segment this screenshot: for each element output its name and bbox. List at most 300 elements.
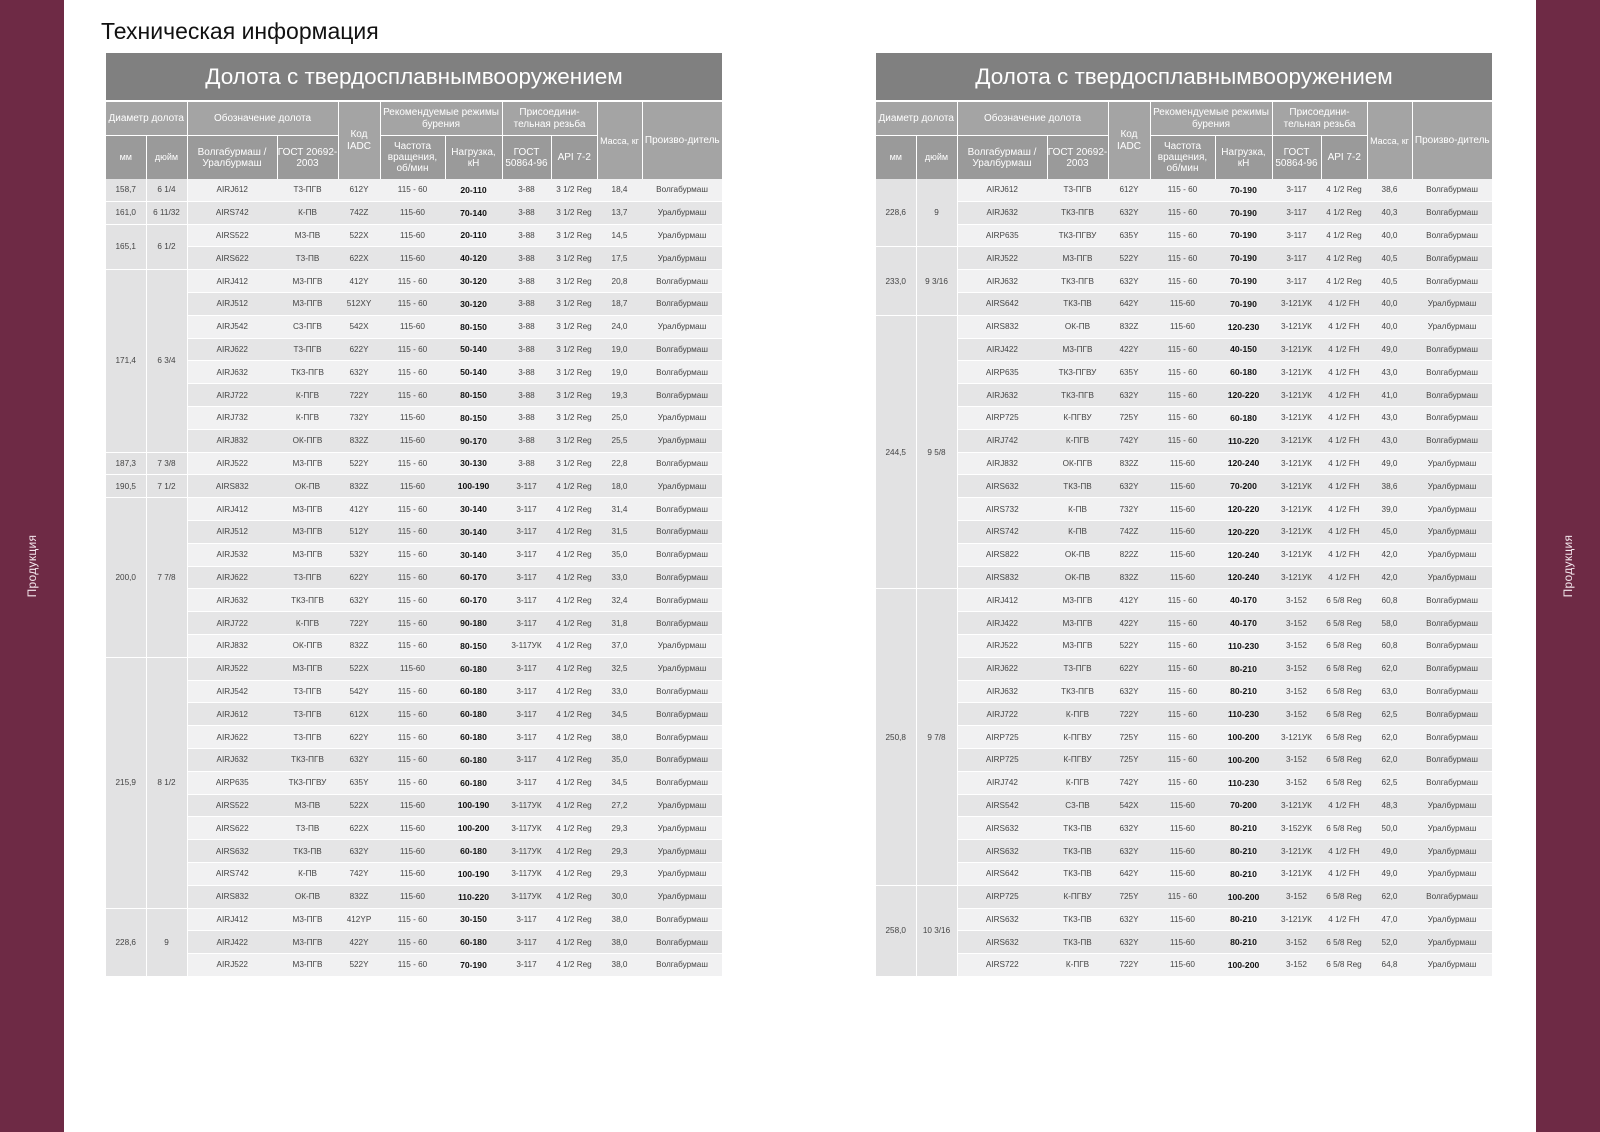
cell-maker: Волгабурмаш xyxy=(1412,726,1492,749)
cell-diameter-inch: 6 1/2 xyxy=(146,224,187,270)
cell-mass: 64,8 xyxy=(1367,954,1412,977)
table-row xyxy=(876,384,1492,407)
cell-mass: 38,0 xyxy=(597,908,642,931)
cell-gost: М3-ПГВ xyxy=(1047,634,1108,657)
cell-mass: 49,0 xyxy=(1367,862,1412,885)
cell-maker: Уралбурмаш xyxy=(1412,817,1492,840)
cell-load: 80-210 xyxy=(1215,931,1272,954)
cell-model: AIRS542 xyxy=(957,794,1047,817)
cell-maker: Уралбурмаш xyxy=(642,224,722,247)
cell-gost: М3-ПВ xyxy=(277,794,338,817)
cell-rpm: 115-60 xyxy=(1150,794,1215,817)
cell-gost: ТК3-ПГВ xyxy=(1047,384,1108,407)
cell-load: 70-190 xyxy=(1215,247,1272,270)
cell-iadc: 632Y xyxy=(1108,384,1150,407)
cell-model: AIRS832 xyxy=(187,885,277,908)
cell-mass: 40,5 xyxy=(1367,247,1412,270)
cell-mass: 43,0 xyxy=(1367,429,1412,452)
cell-model: AIRS722 xyxy=(957,954,1047,977)
cell-mass: 49,0 xyxy=(1367,338,1412,361)
cell-iadc: 632Y xyxy=(1108,680,1150,703)
cell-iadc: 522X xyxy=(338,224,380,247)
cell-mass: 32,4 xyxy=(597,589,642,612)
cell-maker: Уралбурмаш xyxy=(642,247,722,270)
cell-maker: Уралбурмаш xyxy=(642,429,722,452)
cell-iadc: 632Y xyxy=(338,589,380,612)
cell-gost: Т3-ПГВ xyxy=(1047,179,1108,201)
cell-gost-thread: 3-121УК xyxy=(1272,520,1321,543)
cell-rpm: 115 - 60 xyxy=(1150,179,1215,201)
cell-gost: ТК3-ПВ xyxy=(1047,840,1108,863)
cell-api: 3 1/2 Reg xyxy=(551,179,597,201)
cell-mass: 19,0 xyxy=(597,361,642,384)
cell-gost: ТК3-ПВ xyxy=(1047,908,1108,931)
cell-mass: 35,0 xyxy=(597,543,642,566)
cell-iadc: 832Z xyxy=(338,429,380,452)
cell-gost-thread: 3-152 xyxy=(1272,931,1321,954)
cell-mass: 62,0 xyxy=(1367,748,1412,771)
cell-model: AIRJ632 xyxy=(187,361,277,384)
header-iadc: Код IADC xyxy=(338,101,380,179)
cell-rpm: 115 - 60 xyxy=(380,520,445,543)
cell-model: AIRP635 xyxy=(187,771,277,794)
cell-iadc: 522X xyxy=(338,794,380,817)
cell-iadc: 522Y xyxy=(1108,247,1150,270)
cell-iadc: 612Y xyxy=(338,179,380,201)
table-row xyxy=(106,771,722,794)
cell-gost: К-ПГВ xyxy=(1047,429,1108,452)
cell-mass: 31,5 xyxy=(597,520,642,543)
cell-load: 110-220 xyxy=(1215,429,1272,452)
cell-api: 4 1/2 Reg xyxy=(551,862,597,885)
cell-model: AIRJ832 xyxy=(187,429,277,452)
cell-mass: 47,0 xyxy=(1367,908,1412,931)
cell-gost: Т3-ПГВ xyxy=(277,338,338,361)
cell-api: 4 1/2 Reg xyxy=(551,634,597,657)
cell-maker: Уралбурмаш xyxy=(642,634,722,657)
cell-rpm: 115-60 xyxy=(1150,315,1215,338)
cell-mass: 27,2 xyxy=(597,794,642,817)
cell-api: 4 1/2 Reg xyxy=(551,817,597,840)
cell-api: 4 1/2 FH xyxy=(1321,794,1367,817)
cell-api: 4 1/2 Reg xyxy=(551,954,597,977)
cell-model: AIRJ522 xyxy=(187,452,277,475)
cell-load: 60-180 xyxy=(445,771,502,794)
cell-api: 4 1/2 Reg xyxy=(1321,270,1367,293)
cell-mass: 19,3 xyxy=(597,384,642,407)
cell-model: AIRS642 xyxy=(957,292,1047,315)
cell-mass: 42,0 xyxy=(1367,566,1412,589)
cell-api: 3 1/2 Reg xyxy=(551,292,597,315)
cell-gost: М3-ПГВ xyxy=(277,520,338,543)
cell-mass: 40,5 xyxy=(1367,270,1412,293)
cell-rpm: 115 - 60 xyxy=(380,589,445,612)
cell-gost-thread: 3-88 xyxy=(502,292,551,315)
cell-maker: Уралбурмаш xyxy=(642,862,722,885)
cell-mass: 40,0 xyxy=(1367,224,1412,247)
cell-rpm: 115-60 xyxy=(1150,908,1215,931)
header-designation: Обозначение долота xyxy=(957,101,1108,136)
table-row xyxy=(876,703,1492,726)
cell-api: 6 5/8 Reg xyxy=(1321,634,1367,657)
cell-maker: Уралбурмаш xyxy=(1412,543,1492,566)
table-row xyxy=(876,908,1492,931)
cell-mass: 62,5 xyxy=(1367,771,1412,794)
cell-model: AIRP725 xyxy=(957,726,1047,749)
cell-model: AIRJ722 xyxy=(187,384,277,407)
cell-gost-thread: 3-88 xyxy=(502,452,551,475)
cell-rpm: 115-60 xyxy=(1150,498,1215,521)
cell-gost-thread: 3-88 xyxy=(502,201,551,224)
cell-model: AIRS622 xyxy=(187,817,277,840)
cell-gost: ТК3-ПГВ xyxy=(1047,201,1108,224)
header-gost2: ГОСТ 50864-96 xyxy=(1272,136,1321,180)
cell-mass: 22,8 xyxy=(597,452,642,475)
cell-iadc: 642Y xyxy=(1108,862,1150,885)
cell-api: 4 1/2 FH xyxy=(1321,429,1367,452)
cell-iadc: 422Y xyxy=(338,931,380,954)
cell-iadc: 622Y xyxy=(338,338,380,361)
cell-model: AIRJ412 xyxy=(187,908,277,931)
cell-iadc: 635Y xyxy=(338,771,380,794)
cell-rpm: 115 - 60 xyxy=(1150,338,1215,361)
cell-rpm: 115 - 60 xyxy=(380,270,445,293)
table-row xyxy=(876,179,1492,201)
cell-rpm: 115-60 xyxy=(380,794,445,817)
table-row xyxy=(876,361,1492,384)
table-body xyxy=(106,179,722,976)
header-mass: Масса, кг xyxy=(597,101,642,179)
cell-load: 60-180 xyxy=(445,680,502,703)
header-modes: Рекомендуемые режимы бурения xyxy=(380,101,502,136)
cell-gost: М3-ПГВ xyxy=(277,931,338,954)
cell-gost: Т3-ПГВ xyxy=(277,179,338,201)
cell-rpm: 115-60 xyxy=(380,885,445,908)
cell-gost: ОК-ПГВ xyxy=(277,634,338,657)
cell-mass: 63,0 xyxy=(1367,680,1412,703)
table-row xyxy=(106,634,722,657)
cell-model: AIRJ622 xyxy=(187,338,277,361)
cell-maker: Волгабурмаш xyxy=(1412,361,1492,384)
table-row xyxy=(876,452,1492,475)
cell-maker: Волгабурмаш xyxy=(1412,634,1492,657)
table-row xyxy=(106,612,722,635)
cell-iadc: 725Y xyxy=(1108,885,1150,908)
cell-iadc: 635Y xyxy=(1108,224,1150,247)
cell-diameter-inch: 6 3/4 xyxy=(146,270,187,452)
table-row xyxy=(876,954,1492,977)
cell-rpm: 115 - 60 xyxy=(380,908,445,931)
cell-maker: Волгабурмаш xyxy=(1412,748,1492,771)
cell-mass: 39,0 xyxy=(1367,498,1412,521)
cell-api: 3 1/2 Reg xyxy=(551,315,597,338)
cell-gost-thread: 3-88 xyxy=(502,247,551,270)
cell-load: 70-190 xyxy=(1215,224,1272,247)
table-row xyxy=(876,224,1492,247)
cell-maker: Уралбурмаш xyxy=(1412,292,1492,315)
cell-api: 3 1/2 Reg xyxy=(551,201,597,224)
cell-api: 3 1/2 Reg xyxy=(551,224,597,247)
cell-maker: Уралбурмаш xyxy=(1412,566,1492,589)
cell-api: 4 1/2 Reg xyxy=(551,885,597,908)
cell-mass: 40,3 xyxy=(1367,201,1412,224)
table-row xyxy=(106,680,722,703)
cell-load: 120-220 xyxy=(1215,498,1272,521)
cell-gost: ТК3-ПВ xyxy=(1047,931,1108,954)
cell-load: 80-210 xyxy=(1215,657,1272,680)
cell-mass: 62,5 xyxy=(1367,703,1412,726)
cell-api: 4 1/2 Reg xyxy=(551,475,597,498)
cell-gost: Т3-ПГВ xyxy=(277,703,338,726)
cell-mass: 17,5 xyxy=(597,247,642,270)
cell-iadc: 622X xyxy=(338,247,380,270)
cell-gost-thread: 3-121УК xyxy=(1272,475,1321,498)
cell-diameter-mm: 161,0 xyxy=(106,201,146,224)
cell-load: 70-190 xyxy=(1215,270,1272,293)
cell-gost-thread: 3-152 xyxy=(1272,657,1321,680)
cell-diameter-inch: 6 11/32 xyxy=(146,201,187,224)
cell-gost-thread: 3-152 xyxy=(1272,634,1321,657)
cell-gost-thread: 3-152 xyxy=(1272,680,1321,703)
cell-load: 100-200 xyxy=(1215,954,1272,977)
table-body xyxy=(876,179,1492,976)
cell-mass: 20,8 xyxy=(597,270,642,293)
cell-model: AIRS642 xyxy=(957,862,1047,885)
cell-rpm: 115-60 xyxy=(1150,566,1215,589)
cell-rpm: 115-60 xyxy=(380,315,445,338)
cell-load: 100-200 xyxy=(1215,748,1272,771)
cell-gost-thread: 3-117 xyxy=(502,931,551,954)
cell-maker: Уралбурмаш xyxy=(642,475,722,498)
cell-model: AIRJ522 xyxy=(957,247,1047,270)
cell-maker: Волгабурмаш xyxy=(642,703,722,726)
cell-mass: 40,0 xyxy=(1367,292,1412,315)
cell-gost: К-ПГВ xyxy=(1047,954,1108,977)
cell-load: 60-180 xyxy=(445,726,502,749)
cell-gost: К-ПГВУ xyxy=(1047,406,1108,429)
cell-maker: Уралбурмаш xyxy=(1412,954,1492,977)
table-title: Долота с твердосплавнымвооружением xyxy=(876,53,1492,101)
cell-gost-thread: 3-121УК xyxy=(1272,361,1321,384)
cell-load: 30-120 xyxy=(445,270,502,293)
cell-mass: 43,0 xyxy=(1367,406,1412,429)
table-row xyxy=(106,954,722,977)
cell-api: 4 1/2 Reg xyxy=(551,498,597,521)
cell-gost-thread: 3-121УК xyxy=(1272,452,1321,475)
cell-model: AIRJ622 xyxy=(187,726,277,749)
cell-maker: Волгабурмаш xyxy=(1412,612,1492,635)
cell-gost-thread: 3-88 xyxy=(502,384,551,407)
cell-api: 4 1/2 Reg xyxy=(551,680,597,703)
cell-mass: 33,0 xyxy=(597,566,642,589)
header-gost1: ГОСТ 20692-2003 xyxy=(277,136,338,180)
cell-api: 4 1/2 Reg xyxy=(551,657,597,680)
cell-model: AIRJ632 xyxy=(957,680,1047,703)
cell-mass: 38,0 xyxy=(597,954,642,977)
table-row xyxy=(106,201,722,224)
cell-model: AIRJ832 xyxy=(957,452,1047,475)
cell-model: AIRJ632 xyxy=(957,384,1047,407)
cell-api: 4 1/2 FH xyxy=(1321,292,1367,315)
cell-maker: Уралбурмаш xyxy=(1412,794,1492,817)
cell-model: AIRJ632 xyxy=(957,270,1047,293)
cell-gost: К-ПВ xyxy=(1047,498,1108,521)
cell-diameter-inch: 8 1/2 xyxy=(146,657,187,908)
cell-maker: Волгабурмаш xyxy=(642,954,722,977)
cell-diameter-mm: 165,1 xyxy=(106,224,146,270)
cell-maker: Волгабурмаш xyxy=(1412,384,1492,407)
cell-gost-thread: 3-121УК xyxy=(1272,292,1321,315)
cell-api: 4 1/2 FH xyxy=(1321,520,1367,543)
cell-model: AIRP725 xyxy=(957,748,1047,771)
cell-maker: Уралбурмаш xyxy=(1412,475,1492,498)
cell-maker: Волгабурмаш xyxy=(642,931,722,954)
cell-load: 60-180 xyxy=(445,703,502,726)
cell-load: 120-240 xyxy=(1215,452,1272,475)
cell-gost: ОК-ПВ xyxy=(277,475,338,498)
cell-gost: ТК3-ПГВУ xyxy=(1047,361,1108,384)
cell-iadc: 622Y xyxy=(338,726,380,749)
cell-iadc: 742Z xyxy=(338,201,380,224)
cell-gost-thread: 3-117 xyxy=(502,680,551,703)
cell-api: 4 1/2 Reg xyxy=(551,520,597,543)
cell-api: 3 1/2 Reg xyxy=(551,361,597,384)
cell-maker: Волгабурмаш xyxy=(642,361,722,384)
cell-rpm: 115-60 xyxy=(1150,840,1215,863)
cell-api: 4 1/2 FH xyxy=(1321,338,1367,361)
cell-model: AIRS622 xyxy=(187,247,277,270)
cell-mass: 34,5 xyxy=(597,771,642,794)
cell-iadc: 412Y xyxy=(338,270,380,293)
cell-mass: 42,0 xyxy=(1367,543,1412,566)
cell-gost: М3-ПГВ xyxy=(277,292,338,315)
cell-maker: Уралбурмаш xyxy=(1412,908,1492,931)
cell-load: 60-180 xyxy=(445,840,502,863)
cell-iadc: 725Y xyxy=(1108,726,1150,749)
cell-rpm: 115 - 60 xyxy=(380,543,445,566)
cell-model: AIRJ522 xyxy=(957,634,1047,657)
cell-api: 3 1/2 Reg xyxy=(551,338,597,361)
header-mm: мм xyxy=(106,136,146,180)
cell-gost-thread: 3-121УК xyxy=(1272,543,1321,566)
header-rpm: Частота вращения, об/мин xyxy=(1150,136,1215,180)
table-row xyxy=(106,338,722,361)
cell-model: AIRJ542 xyxy=(187,315,277,338)
cell-gost-thread: 3-117УК xyxy=(502,862,551,885)
cell-rpm: 115 - 60 xyxy=(1150,885,1215,908)
cell-iadc: 742Y xyxy=(338,862,380,885)
cell-gost-thread: 3-121УК xyxy=(1272,726,1321,749)
cell-gost-thread: 3-152 xyxy=(1272,771,1321,794)
cell-mass: 52,0 xyxy=(1367,931,1412,954)
cell-iadc: 522Y xyxy=(338,452,380,475)
cell-model: AIRJ512 xyxy=(187,520,277,543)
cell-rpm: 115 - 60 xyxy=(1150,224,1215,247)
cell-rpm: 115 - 60 xyxy=(1150,406,1215,429)
cell-mass: 49,0 xyxy=(1367,452,1412,475)
cell-gost-thread: 3-117 xyxy=(1272,179,1321,201)
side-label-left: Продукция xyxy=(25,534,39,598)
header-gost1: ГОСТ 20692-2003 xyxy=(1047,136,1108,180)
cell-iadc: 622Y xyxy=(1108,657,1150,680)
cell-mass: 50,0 xyxy=(1367,817,1412,840)
cell-gost: К-ПВ xyxy=(277,862,338,885)
cell-mass: 18,7 xyxy=(597,292,642,315)
cell-model: AIRP635 xyxy=(957,361,1047,384)
cell-mass: 19,0 xyxy=(597,338,642,361)
cell-load: 70-190 xyxy=(1215,292,1272,315)
table-row xyxy=(106,452,722,475)
table-row xyxy=(106,498,722,521)
cell-gost-thread: 3-121УК xyxy=(1272,840,1321,863)
cell-gost: ОК-ПВ xyxy=(1047,543,1108,566)
cell-api: 4 1/2 FH xyxy=(1321,498,1367,521)
cell-iadc: 422Y xyxy=(1108,338,1150,361)
cell-gost-thread: 3-117 xyxy=(502,748,551,771)
cell-maker: Волгабурмаш xyxy=(1412,224,1492,247)
cell-gost: ТК3-ПВ xyxy=(1047,475,1108,498)
cell-rpm: 115-60 xyxy=(1150,543,1215,566)
cell-api: 4 1/2 Reg xyxy=(551,748,597,771)
header-vu: Волгабурмаш / Уралбурмаш xyxy=(187,136,277,180)
cell-load: 80-210 xyxy=(1215,680,1272,703)
cell-gost-thread: 3-121УК xyxy=(1272,498,1321,521)
cell-maker: Уралбурмаш xyxy=(1412,315,1492,338)
cell-maker: Волгабурмаш xyxy=(1412,771,1492,794)
cell-mass: 41,0 xyxy=(1367,384,1412,407)
cell-rpm: 115 - 60 xyxy=(380,931,445,954)
header-maker: Произво-дитель xyxy=(642,101,722,179)
cell-mass: 29,3 xyxy=(597,817,642,840)
cell-gost-thread: 3-117 xyxy=(502,954,551,977)
cell-mass: 13,7 xyxy=(597,201,642,224)
cell-model: AIRJ722 xyxy=(957,703,1047,726)
table-row xyxy=(876,247,1492,270)
cell-rpm: 115 - 60 xyxy=(380,292,445,315)
cell-diameter-inch: 9 7/8 xyxy=(916,589,957,885)
cell-maker: Волгабурмаш xyxy=(1412,589,1492,612)
cell-gost-thread: 3-152 xyxy=(1272,954,1321,977)
cell-rpm: 115 - 60 xyxy=(1150,771,1215,794)
cell-model: AIRJ742 xyxy=(957,771,1047,794)
cell-gost-thread: 3-88 xyxy=(502,270,551,293)
cell-load: 120-240 xyxy=(1215,566,1272,589)
cell-diameter-inch: 7 3/8 xyxy=(146,452,187,475)
cell-rpm: 115-60 xyxy=(380,817,445,840)
table-row xyxy=(876,657,1492,680)
cell-gost-thread: 3-152 xyxy=(1272,703,1321,726)
cell-gost-thread: 3-117 xyxy=(502,726,551,749)
header-load: Нагрузка, кН xyxy=(445,136,502,180)
cell-mass: 48,3 xyxy=(1367,794,1412,817)
cell-maker: Уралбурмаш xyxy=(1412,931,1492,954)
cell-load: 100-200 xyxy=(445,817,502,840)
cell-rpm: 115-60 xyxy=(1150,817,1215,840)
cell-model: AIRJ422 xyxy=(187,931,277,954)
cell-iadc: 632Y xyxy=(1108,817,1150,840)
cell-model: AIRJ632 xyxy=(187,589,277,612)
cell-gost-thread: 3-117 xyxy=(502,520,551,543)
cell-model: AIRS832 xyxy=(957,315,1047,338)
cell-load: 120-220 xyxy=(1215,384,1272,407)
cell-gost-thread: 3-152УК xyxy=(1272,817,1321,840)
cell-model: AIRJ742 xyxy=(957,429,1047,452)
cell-rpm: 115 - 60 xyxy=(1150,703,1215,726)
cell-model: AIRJ622 xyxy=(957,657,1047,680)
cell-api: 6 5/8 Reg xyxy=(1321,954,1367,977)
cell-maker: Волгабурмаш xyxy=(642,612,722,635)
cell-load: 30-120 xyxy=(445,292,502,315)
